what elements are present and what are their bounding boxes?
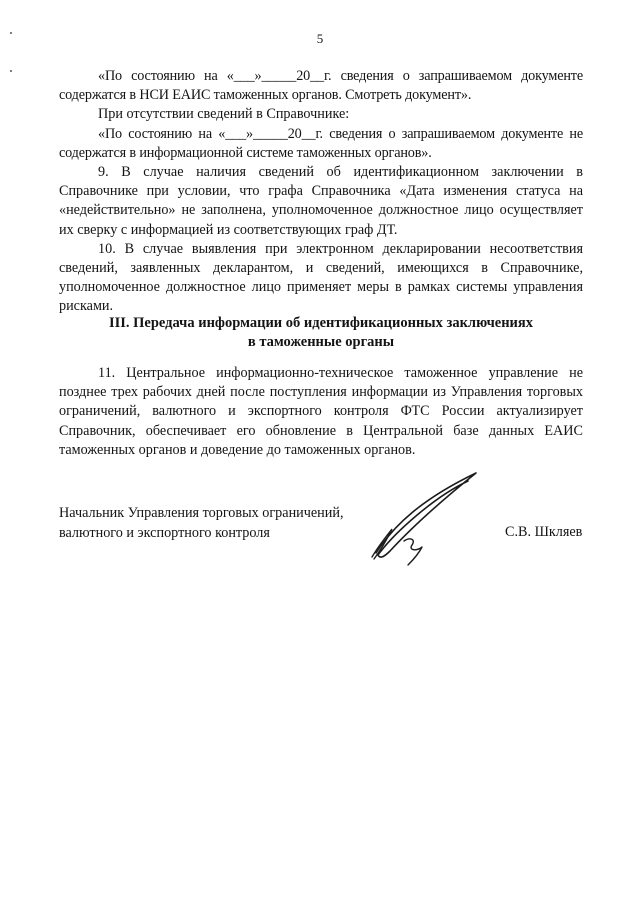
paragraph-item-9: 9. В случае наличия сведений об идентификационном заключении в Справочнике при условии, что графа Справочника «Дата изменения статуса на «недействительно» не заполнена, уполномоченное должностное лицо осуществляет их сверку с информацией из соответствующих граф ДТ. bbox=[59, 164, 583, 238]
signer-name: С.В. Шкляев bbox=[505, 524, 583, 540]
signer-title-line1: Начальник Управления торговых ограничений, bbox=[59, 505, 344, 521]
paragraph-item-11: 11. Центральное информационно-техническое таможенное управление не позднее трех рабочих дней после поступления информации из Управления торговых ограничений, валютного и экспортного контроля ФТС России актуализирует Справочник, обеспечивает его обновление в Центральной базе данных ЕАИС таможенных органов и доведение до таможенных органов. bbox=[59, 365, 583, 458]
section-heading bbox=[59, 314, 583, 352]
page-number: 5 bbox=[316, 31, 324, 46]
paragraph-item-10: 10. В случае выявления при электронном декларировании несоответствия сведений, заявленных декларантом, и сведений, имеющихся в Справочнике, уполномоченное должностное лицо применяет меры в рамках системы управления рисками. bbox=[59, 240, 583, 315]
handwritten-signature bbox=[364, 467, 484, 567]
body-text-top bbox=[59, 67, 583, 317]
scan-speck bbox=[10, 70, 12, 72]
paragraph-not-found-message: «По состоянию на «___»_____20__г. сведения о запрашиваемом документе не содержатся в информационной системе таможенных органов». bbox=[59, 125, 583, 161]
paragraph-found-message: «По состоянию на «___»_____20__г. сведения о запрашиваемом документе содержатся в НСИ ЕАИС таможенных органов. Смотреть документ». bbox=[59, 68, 583, 104]
paragraph-no-data-intro: При отсутствии сведений в Справочнике: bbox=[98, 106, 350, 123]
section-heading-line2: в таможенные органы bbox=[247, 334, 395, 350]
signer-title-line2: валютного и экспортного контроля bbox=[59, 524, 270, 541]
section-heading-line1: III. Передача информации об идентификационных заключениях bbox=[108, 315, 534, 331]
signer-title bbox=[59, 504, 344, 543]
body-text-section-3 bbox=[59, 364, 583, 460]
